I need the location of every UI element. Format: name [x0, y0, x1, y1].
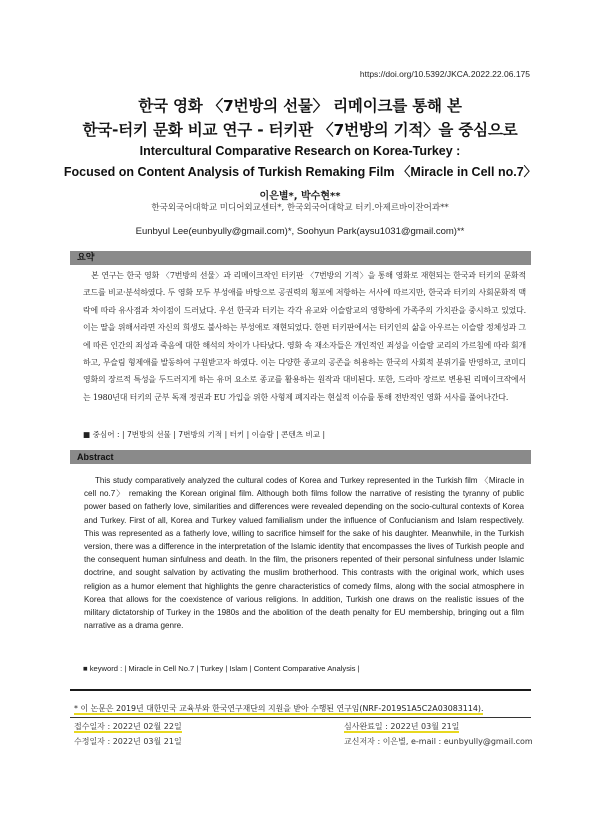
received-date-text: 접수일자 : 2022년 02월 22일 — [74, 722, 182, 731]
funding-footnote — [74, 703, 483, 714]
review-date-text: 심사완료일 : 2022년 03월 21일 — [344, 722, 460, 731]
abstract-english — [84, 474, 524, 632]
title-korean-line1: 한국 영화 〈7번방의 선물〉 리메이크를 통해 본 — [138, 97, 462, 115]
keywords-korean-list: | 7번방의 선물 | 7번방의 기적 | 터키 | 이슬람 | 콘텐츠 비교 | — [122, 430, 326, 439]
keywords-korean — [83, 429, 325, 440]
abstract-korean-text: 본 연구는 한국 영화 〈7번방의 선물〉과 리메이크작인 터키판 〈7번방의 기적〉을 통해 영화로 재현되는 한국과 터키의 문화적 코드를 비교·분석하였다. 두 영화 모두 부성애를 바탕으로 공권력의 횡포에 저항하는 서사에 따르지만, 한국과 터키의 사회문화적 맥락에 따라 유사점과 차이점이 드러났다. 우선 한국과 터키는 각각 유교와 이슬람교의 영향하에 가족주의 가치관을 중시하고 있었다. 이는 딸을 위해서라면 자신의 희생도 불사하는 부성애로 재현되었다. 한편 터키판에서는 터키인의 삶을 아우르는 이슬람 정체성과 그에 따른 인간의 죄성과 죽음에 대한 해석의 차이가 나타났다. 영화 속 재소자들은 개인적인 죄성을 이슬람 교리의 가르침에 따라 회개하고, 무슬림 형제애를 발동하여 구원받고자 하였다. 이는 다양한 종교의 공존을 허용하는 한국의 사회적 분위기를 반영하고, 코미디 영화의 장르적 특성을 두드러지게 하는 유머 요소로 종교를 활용하는 원작과 대비된다. 또한, 드라마 장르로 변용된 리메이크작에서는 1980년대 터키의 군부 독재 정권과 EU 가입을 위한 사형제 폐지라는 현실적 이슈를 통해 전반적인 영화 서사를 풀어나간다. — [83, 271, 526, 402]
keywords-english-label: ■ keyword : — [83, 664, 123, 673]
authors-korean: 이은별*, 박수현** — [259, 191, 341, 202]
review-date — [344, 721, 459, 732]
title-english-line2: Focused on Content Analysis of Turkish Remaking Film 〈Miracle in Cell no.7〉 — [63, 165, 537, 179]
keywords-korean-label: ■ 중심어 : — [83, 430, 120, 439]
section-heading-abstract: Abstract — [70, 450, 531, 464]
affiliations: 한국외국어대학교 미디어외교센터*, 한국외국어대학교 터키.아제르바이잔어과** — [151, 203, 449, 213]
funding-footnote-text: * 이 논문은 2019년 대한민국 교육부와 한국연구재단의 지원을 받아 수행된 연구임(NRF-2019S1A5C2A03083114). — [74, 704, 484, 713]
title-korean-line2: 한국-터키 문화 비교 연구 - 터키판 〈7번방의 기적〉을 중심으로 — [82, 121, 518, 139]
received-date — [74, 721, 182, 732]
revised-date: 수정일자 : 2022년 03월 21일 — [74, 737, 182, 746]
doi-link[interactable]: https://doi.org/10.5392/JKCA.2022.22.06.175 — [359, 69, 530, 79]
title-english-line1: Intercultural Comparative Research on Korea-Turkey : — [139, 144, 461, 158]
section-heading-summary: 요약 — [70, 251, 531, 265]
authors-english: Eunbyul Lee(eunbyully@gmail.com)*, Soohyun Park(aysu1031@gmail.com)** — [135, 226, 465, 237]
footnote-divider — [70, 689, 531, 691]
abstract-english-text: This study comparatively analyzed the cultural codes of Korea and Turkey represented in the Turkish film 〈Miracle in cell no.7〉 remaking the Korean original film. Although both films follow the narrative of resisting the tyranny of public power based on fatherly love, similarities and differences were revealed depending on the socio-cultural contexts of Korea and Turkey. First of all, Korea and Turkey valued familialism under the influence of Confucianism and Islam respectively. This was represented as a fatherly love, willing to sacrifice himself for the sake of his daughter. Meanwhile, in the Turkish version, there was a difference in the interpretation of the Islamic identity that encompasses the lives of Turkish people and the consequent human sinfulness and death. In the film, the prisoners repented of their personal sinfulness under Islamic doctrine, and sought salvation by activating the muslim brotherhood. This contrasts with the original work, which uses religion as a humor element that highlights the genre characteristics of comedy films, along with the social atmosphere in Korea that allows for the coexistence of various religions. In addition, Turkish one draws on the realistic issues of the military dictatorship of Turkey in the 1980s and the abolition of the death penalty for EU membership, bringing out a film narrative as a drama genre. — [84, 476, 524, 631]
keywords-english-list: | Miracle in Cell No.7 | Turkey | Islam | Content Comparative Analysis | — [124, 664, 360, 673]
keywords-english — [83, 664, 360, 673]
meta-divider — [70, 717, 531, 718]
corresponding-author: 교신저자 : 이은별, e-mail : eunbyully@gmail.com — [344, 737, 533, 746]
abstract-korean — [83, 267, 526, 406]
